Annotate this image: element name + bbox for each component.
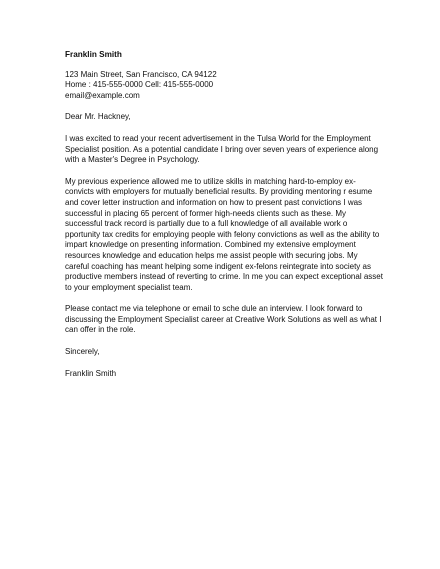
phone-numbers: Home : 415-555-0000 Cell: 415-555-0000 xyxy=(65,80,214,90)
salutation: Dear Mr. Hackney, xyxy=(65,112,131,122)
sender-address-block xyxy=(65,70,380,102)
signature-name: Franklin Smith xyxy=(65,368,117,378)
body-paragraph-contact: Please contact me via telephone or email to sche dule an interview. I look forward to discussing the Employment Specialist career at Creative Work Solutions as well as what I can offer in the role. xyxy=(65,304,382,335)
body-paragraph-experience: My previous experience allowed me to utilize skills in matching hard-to-employ ex-convicts with employers for mutually beneficial results. By providing mentoring r esume and cover letter instruction and information on how to present past convictions I was successful in placing 65 percent of former high-needs clients such as these. My successful track record is partially due to a full knowledge of all available work o pportunity tax credits for employing people with felony convictions as well as the ability to impart knowledge on presenting information. Combined my extensive employment resources knowledge and education helps me assist people with securing jobs. My careful coaching has meant helping some indigent ex-felons reintegrate into society as productive members instead of reverting to crime. In me you can expect exceptional asset to your employment specialist team. xyxy=(65,176,383,292)
street-address: 123 Main Street, San Francisco, CA 94122 xyxy=(65,69,217,79)
body-paragraph-intro: I was excited to read your recent advertisement in the Tulsa World for the Employment Specialist position. As a potential candidate I bring over seven years of experience along with a Master's Degree in Psychology. xyxy=(65,133,379,165)
email-address: email@example.com xyxy=(65,90,140,100)
closing: Sincerely, xyxy=(65,347,100,357)
sender-name: Franklin Smith xyxy=(65,50,122,59)
